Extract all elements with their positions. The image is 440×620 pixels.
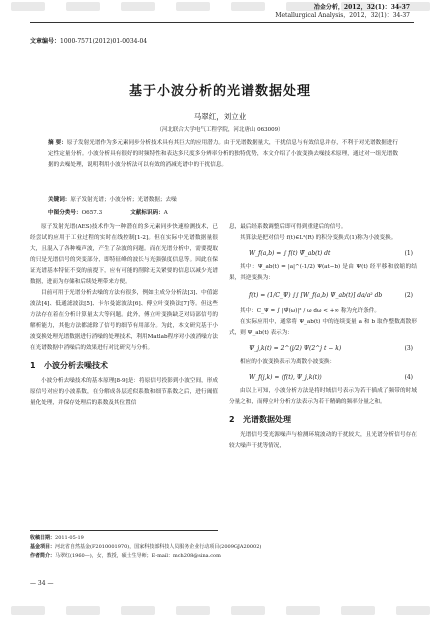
equation-1 [229, 244, 417, 262]
clc-label: 中图分类号： [48, 210, 82, 216]
article-number-label: 文章编号： [30, 38, 61, 45]
equation-4-body: W_f(j,k) = ⟨f(t), Ψ_j,k(t)⟩ [249, 373, 322, 381]
intro-paragraph-1: 原子发射光谱(AES)技术作为一种潜在的多元素同步快速检测技术，已经尝试的应用于工业过程的实时在线控制[1-2]。但在实际中光谱数据量很大，且混入了各种噪声波，产生了杂波的问题。而在光谱分析中，需要提取的只是光谱信号的突变部分，即特征峰的波长与光强强度信息等。因此在保证光谱基本特征不变的前提下，应有可能的削除无关紧要的信息以减少光谱数据，进而为存储和后续处理带来方便。 [30, 224, 218, 285]
received-label: 收稿日期： [30, 535, 56, 541]
journal-citation-en: Metallurgical Analysis，2012，32(1)：34-37 [275, 12, 410, 19]
left-column [30, 222, 218, 409]
equation-1-number: (1) [404, 249, 413, 257]
section-1-paragraph-1: 小波分析去噪技术的基本原理[8-9]是：将原信号投影到小波空间，形成原信号对应的小波系数，在分解成各层近似系数和细节系数之后，进行阈值量化处理，并保存处理后的系数及其位置信 [30, 378, 218, 406]
document-code-value: A [163, 210, 168, 216]
document-code [130, 208, 168, 216]
document-code-label: 文献标识码： [130, 210, 164, 216]
affiliation: （河北联合大学电气工程学院，河北唐山 063009） [156, 127, 284, 133]
right-paragraph-1: 息，最后经系数调整后即可得到重建后的信号。 [229, 224, 347, 230]
fund-label: 基金项目： [30, 544, 56, 550]
author-bio-text: 马翠红(1960—)，女，教授，硕士生导师；E-mail：mch208@sina.com [55, 553, 221, 559]
right-paragraph-6: 相应的小波变换表示为离散小波变换： [240, 359, 336, 365]
journal-header [275, 4, 410, 20]
footnote-rule [30, 530, 218, 531]
header-rule [30, 22, 414, 23]
equation-2 [229, 284, 417, 306]
watermark-band-bottom [0, 606, 440, 618]
abstract-text: 原子发射光谱作为多元素同步分析技术具有其巨大的应用潜力。由于光谱数据量大，干扰信息与有效信息并存，不利于对光谱数据进行定性定量分析。小波分析具有很好的时频特性和表达多尺度多分辨率分析的独特优势，本文介绍了小波变换去噪技术原理，通过对一组光谱数据的去噪处理，说明利用小波分析法可以有效的消减光谱中的干扰信息。 [48, 140, 398, 168]
equation-3-body: Ψ_j,k(t) = 2^(j/2) Ψ(2^j t − k) [249, 344, 342, 352]
right-paragraph-3: 其中：Ψ_ab(t) = |a|^(-1/2) Ψ(at−b) 是由 Ψ(t) 经平移和放缩的结果，其逆变换为： [229, 264, 417, 281]
clc-value: O657.3 [81, 210, 103, 216]
footnotes [30, 534, 420, 561]
article-number-value: 1000-7571(2012)01-0034-04 [60, 38, 148, 45]
paper-title: 基于小波分析的光谱数据处理 [128, 84, 311, 99]
equation-3 [229, 339, 417, 357]
footnote-received [30, 534, 420, 543]
intro-paragraph-2: 目前可用于光谱分析去噪的方法有很多，例如主成分分析法[3]、中值滤波法[4]、低通滤波法[5]、卡尔曼滤波法[6]、傅立叶变换法[7]等。但这些方法存在着在分析计算量太大等问题。此外，傅立叶变换缺乏对局部信号的解析能力，其他方法都滤除了信号的细节有用部分。为此，本文研究基于小波变换处理光谱数据进行消噪的处理技术，利用Matlab程序对小波消噪方法在光谱数据中消噪后的效果进行对比研究与分析。 [30, 290, 218, 351]
section-2-heading [229, 414, 417, 425]
equation-4-number: (4) [404, 373, 413, 381]
right-paragraph-2: 其算法是把对信号 f(t)∈L²(R) 的积分变换式(1)称为小波变换。 [240, 235, 397, 241]
section-1-title: 小波分析去噪技术 [44, 361, 108, 370]
article-number [30, 36, 147, 45]
keywords-label: 关键词： [48, 197, 71, 203]
right-paragraph-7: 由以上可知，小波分析方法是将时域信号表示为若干插成了频带的时域分量之和，而傅立叶分析方法表示为若干精确的频率分量之和。 [229, 388, 417, 405]
abstract [48, 138, 398, 171]
equation-4 [229, 368, 417, 386]
equation-1-body: W_f(a,b) = ∫ f(t) Ψ̄_ab(t) dt [249, 249, 331, 257]
footnote-fund [30, 543, 420, 552]
equation-3-number: (3) [404, 344, 413, 352]
equation-2-body: f(t) = (1/C_Ψ) ∫∫ [W_f(a,b) Ψ_ab(t)] da/a² db [249, 291, 383, 299]
page-number: — 34 — [30, 580, 54, 587]
author-bio-label: 作者简介： [30, 553, 56, 559]
section-2-title: 光谱数据处理 [243, 415, 291, 424]
section-2-number: 2 [229, 415, 235, 424]
keywords [48, 195, 398, 203]
section-1-number: 1 [30, 361, 36, 370]
received-date: 2011-05-19 [55, 535, 84, 541]
right-paragraph-5: 在实际应用中，通常将 Ψ_ab(t) 中的连续变量 a 和 b 取作整数离散形式，则 Ψ_ab(t) 表示为： [229, 319, 417, 336]
abstract-label: 摘 要： [48, 140, 67, 146]
footnote-author [30, 552, 420, 561]
keywords-text: 原子发射光谱；小波分析；光谱数据；去噪 [70, 197, 177, 203]
clc-number [48, 208, 102, 216]
classification-row [48, 208, 398, 216]
section-2-paragraph-1: 光谱信号受光源噪声与检测环境波动的干扰较大，且光谱分析信号存在较大噪声干扰等情况， [229, 432, 417, 449]
right-paragraph-4: 其中：C_Ψ = ∫ |Ψ̂(ω)|² / ω dω < +∞ 称为允许条件。 [240, 308, 380, 314]
fund-text: 河北省自然基金(F2010001970)，国家科技部科技人员服务企业行动项目(2009GJA20002) [55, 544, 262, 550]
journal-citation-cn: 冶金分析，2012，32(1)：34-37 [313, 4, 410, 11]
authors: 马翠红，刘立业 [193, 112, 247, 121]
right-column [229, 222, 417, 452]
section-1-heading [30, 360, 218, 371]
equation-2-number: (2) [404, 291, 413, 299]
